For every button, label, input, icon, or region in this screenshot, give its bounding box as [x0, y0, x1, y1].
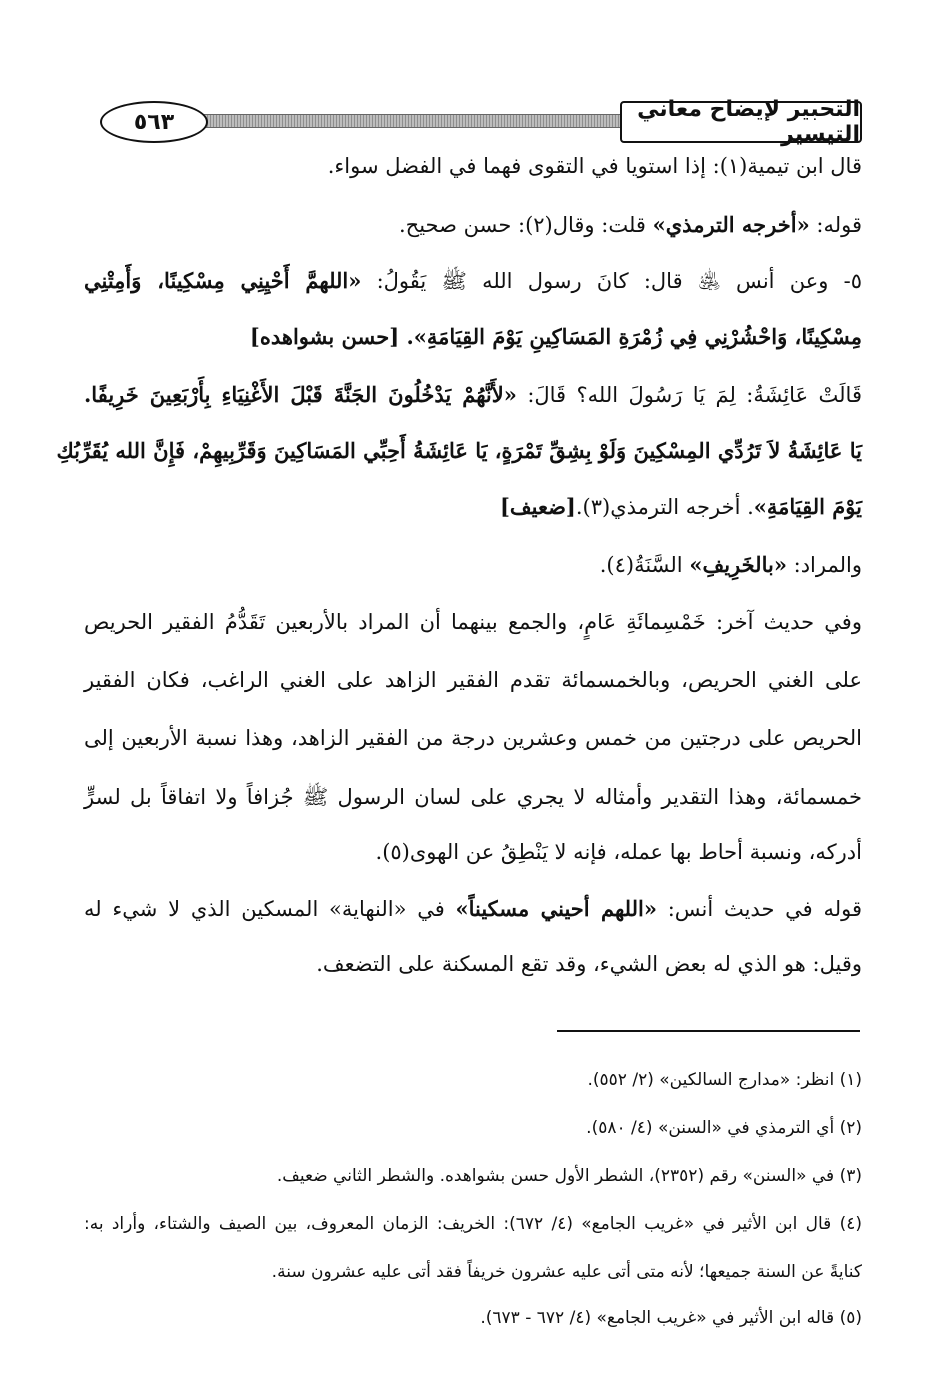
page-header	[82, 97, 862, 147]
footnote: (٢) أي الترمذي في «السنن» (٤/ ٥٨٠).	[586, 1118, 862, 1138]
text-line: الحريص على درجتين من خمس وعشرين درجة من الفقير الزاهد، وهذا نسبة الأربعين إلى	[84, 726, 862, 750]
running-title: التحبير لإيضاح معاني التيسير	[620, 101, 862, 143]
hadith-line: قَالَتْ عَائِشَةُ: لِمَ يَا رَسُولَ الله؟ قَالَ: «لأَنَّهُمْ يَدْخُلُونَ الجَنَّةَ قَبْلَ الأَغْنِيَاءِ بِأَرْبَعِينَ خَرِيفًا.	[84, 382, 862, 407]
footnote: (٥) قاله ابن الأثير في «غريب الجامع» (٤/ ٦٧٢ - ٦٧٣).	[480, 1308, 862, 1328]
text-line: والمراد: «بالخَرِيفِ» السَّنَةُ(٤).	[599, 552, 862, 577]
footnote-continuation: كنايةً عن السنة جميعها؛ لأنه متى أتى عليه عشرون خريفاً فقد أتى عليه عشرون سنة.	[271, 1262, 862, 1282]
text-line: قوله في حديث أنس: «اللهم أحيني مسكيناً» في «النهاية» المسكين الذي لا شيء له	[84, 896, 862, 921]
text-line: على الغني الحريص، وبالخمسمائة تقدم الفقير الزاهد على الغني الراغب، فكان الفقير	[84, 668, 862, 692]
text-line: خمسمائة، وهذا التقدير وأمثاله لا يجري على لسان الرسول ﷺ جُزافاً ولا اتفاقاً بل لسرٍّ	[84, 785, 862, 809]
hadith-line: مِسْكِينًا، وَاحْشُرْنِي فِي زُمْرَةِ المَسَاكِينِ يَوْمَ القِيَامَةِ». [حسن بشواهده]	[249, 324, 862, 349]
footnote-separator	[557, 1030, 860, 1032]
header-decorative-stripe	[202, 114, 637, 128]
text-line: أدركه، ونسبة أحاط بها عمله، فإنه لا يَنْطِقُ عن الهوى(٥).	[375, 840, 862, 864]
text-line: وفي حديث آخر: خَمْسِمائَةِ عَامٍ، والجمع بينهما أن المراد بالأربعين تَقَدُّمُ الفقير الحريص	[84, 610, 862, 634]
footnote: (٤) قال ابن الأثير في «غريب الجامع» (٤/ ٦٧٢): الخريف: الزمان المعروف، بين الصيف والشتاء، وأراد به:	[84, 1214, 862, 1234]
page-number: ٥٦٣	[100, 101, 208, 143]
text-line: قال ابن تيمية(١): إذا استويا في التقوى فهما في الفضل سواء.	[327, 154, 862, 178]
hadith-line: يَا عَائِشَةُ لاَ تَرُدِّي المِسْكِينَ وَلَوْ بِشِقِّ تَمْرَةٍ، يَا عَائِشَةُ أَحِبِّي المَسَاكِينَ وَقَرِّبِيهِمْ، فَإِنَّ الله يُقَرِّبُكِ	[56, 438, 862, 463]
text-line: وقيل: هو الذي له بعض الشيء، وقد تقع المسكنة على التضعف.	[316, 952, 862, 976]
footnote: (١) انظر: «مدارج السالكين» (٢/ ٥٥٢).	[587, 1070, 862, 1090]
hadith-line: ٥- وعن أنس ﵁ قال: كانَ رسول الله ﷺ يَقُولُ: «اللهمَّ أَحْيِنِي مِسْكِينًا، وَأَمِتْنِي	[84, 268, 862, 293]
footnote: (٣) في «السنن» رقم (٢٣٥٢)، الشطر الأول حسن بشواهده. والشطر الثاني ضعيف.	[276, 1166, 862, 1186]
hadith-line: يَوْمَ القِيَامَةِ». أخرجه الترمذي(٣).[ضعيف]	[499, 494, 862, 519]
text-line: قوله: «أخرجه الترمذي» قلت: وقال(٢): حسن صحيح.	[398, 212, 862, 237]
